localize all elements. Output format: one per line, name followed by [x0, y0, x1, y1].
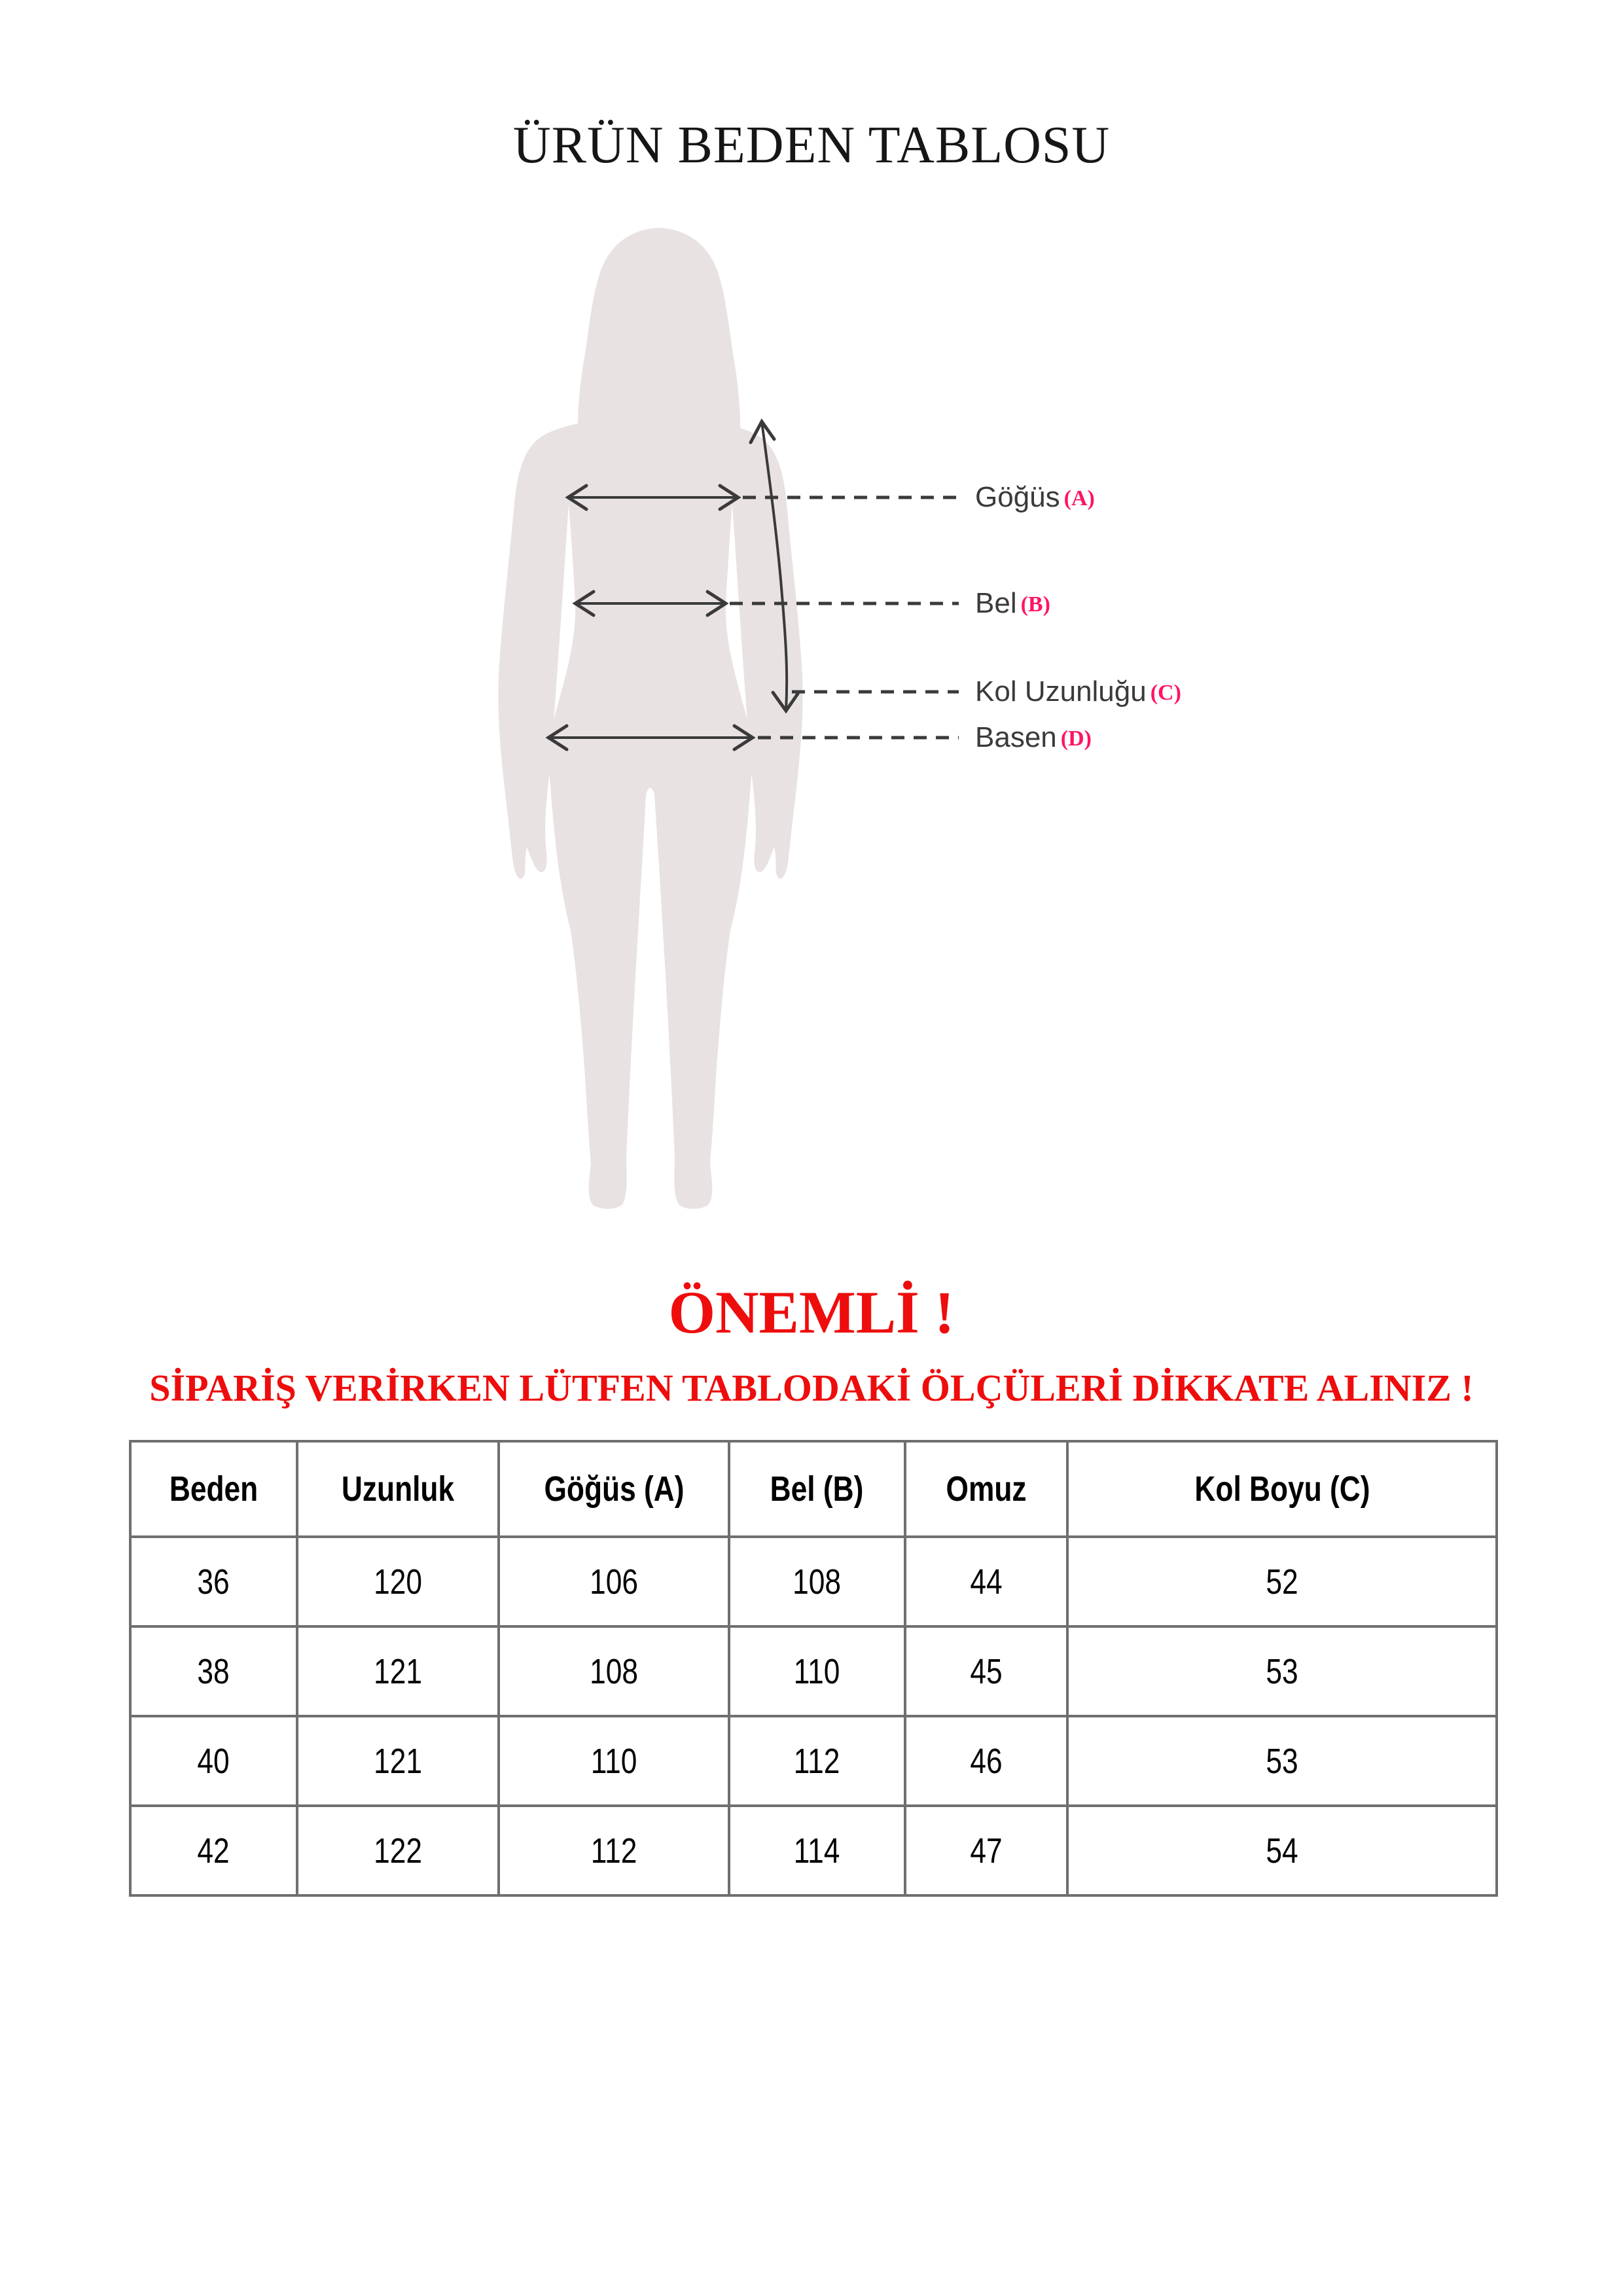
header-beden: Beden: [130, 1441, 297, 1537]
cell-waist: 114: [729, 1806, 905, 1895]
header-uzunluk: Uzunluk: [297, 1441, 499, 1537]
cell-size: 40: [130, 1716, 297, 1806]
label-hip-text: Basen: [975, 721, 1057, 753]
cell-size: 38: [130, 1626, 297, 1716]
cell-arm: 52: [1067, 1537, 1497, 1626]
cell-size: 36: [130, 1537, 297, 1626]
page-title: ÜRÜN BEDEN TABLOSU: [512, 117, 1111, 174]
cell-chest: 112: [499, 1806, 729, 1895]
cell-waist: 112: [729, 1716, 905, 1806]
size-row-38: [130, 1626, 1497, 1716]
label-waist-letter: (B): [1020, 592, 1050, 617]
header-gogus: Göğüs (A): [499, 1441, 729, 1537]
label-waist: [975, 586, 1050, 620]
size-table: [129, 1440, 1498, 1897]
cell-shoulder: 47: [905, 1806, 1067, 1895]
silhouette-body: [498, 413, 802, 1210]
cell-waist: 110: [729, 1626, 905, 1716]
size-row-36: [130, 1537, 1497, 1626]
header-kol-boyu: Kol Boyu (C): [1067, 1441, 1497, 1537]
size-row-42: [130, 1806, 1497, 1895]
label-arm-length: [975, 675, 1181, 709]
cell-arm: 53: [1067, 1626, 1497, 1716]
cell-length: 120: [297, 1537, 499, 1626]
size-table-header-row: [130, 1441, 1497, 1537]
label-arm-length-text: Kol Uzunluğu: [975, 675, 1147, 708]
cell-size: 42: [130, 1806, 297, 1895]
warning-text: SİPARİŞ VERİRKEN LÜTFEN TABLODAKİ ÖLÇÜLERİ DİKKATE ALINIZ !: [149, 1367, 1474, 1409]
cell-arm: 53: [1067, 1716, 1497, 1806]
header-bel: Bel (B): [729, 1441, 905, 1537]
cell-chest: 106: [499, 1537, 729, 1626]
cell-length: 122: [297, 1806, 499, 1895]
cell-chest: 108: [499, 1626, 729, 1716]
important-heading: ÖNEMLİ !: [668, 1279, 955, 1346]
size-row-40: [130, 1716, 1497, 1806]
cell-waist: 108: [729, 1537, 905, 1626]
cell-length: 121: [297, 1626, 499, 1716]
body-measurement-diagram: [425, 196, 1178, 1244]
cell-shoulder: 44: [905, 1537, 1067, 1626]
cell-arm: 54: [1067, 1806, 1497, 1895]
label-chest-letter: (A): [1063, 486, 1095, 511]
label-arm-length-letter: (C): [1150, 681, 1181, 705]
cell-shoulder: 46: [905, 1716, 1067, 1806]
label-hip-letter: (D): [1060, 726, 1092, 751]
cell-length: 121: [297, 1716, 499, 1806]
female-silhouette-image: [498, 228, 802, 1209]
label-hip: [975, 721, 1092, 755]
label-waist-text: Bel: [975, 587, 1017, 619]
label-chest: [975, 480, 1095, 514]
cell-chest: 110: [499, 1716, 729, 1806]
label-chest-text: Göğüs: [975, 481, 1060, 513]
header-omuz: Omuz: [905, 1441, 1067, 1537]
cell-shoulder: 45: [905, 1626, 1067, 1716]
